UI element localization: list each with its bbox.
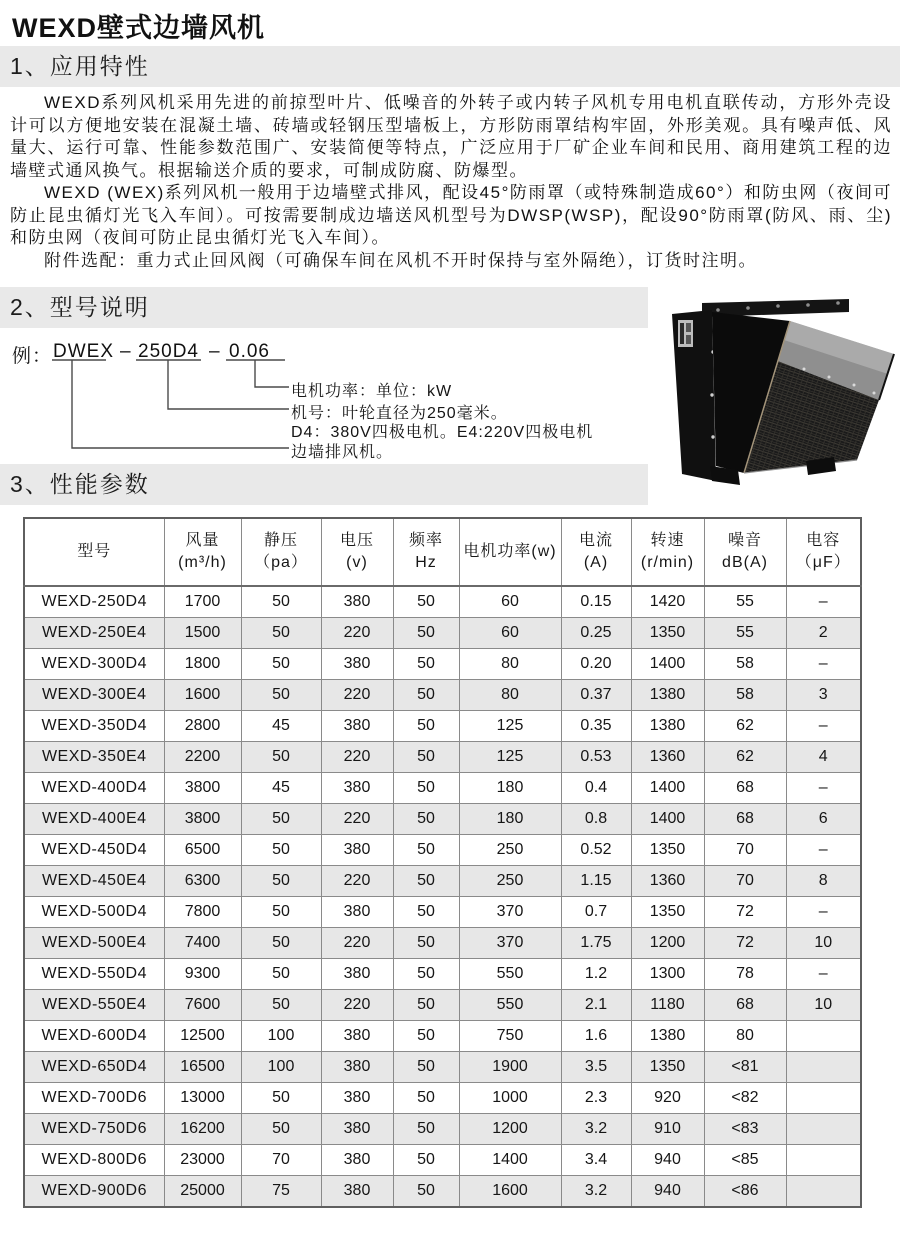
table-cell: –: [786, 835, 861, 866]
table-cell: 380: [321, 897, 393, 928]
table-header-cell: 静压 （pa）: [241, 518, 321, 586]
table-cell: 50: [241, 804, 321, 835]
table-row: [24, 1052, 861, 1083]
table-cell: 0.8: [561, 804, 631, 835]
table-cell: 1.6: [561, 1021, 631, 1052]
table-cell: 50: [241, 680, 321, 711]
model-example-label: 例：: [12, 346, 53, 367]
table-cell: 50: [241, 586, 321, 618]
table-cell: 380: [321, 1083, 393, 1114]
model-cell: WEXD-750D6: [24, 1114, 164, 1145]
table-cell: 70: [704, 866, 786, 897]
table-cell: 60: [459, 586, 561, 618]
table-row: [24, 1021, 861, 1052]
table-cell: 50: [241, 928, 321, 959]
table-row: [24, 618, 861, 649]
table-cell: 23000: [164, 1145, 241, 1176]
table-cell: 370: [459, 897, 561, 928]
table-header-cell: 频率 Hz: [393, 518, 459, 586]
performance-table: [23, 517, 862, 1208]
table-cell: 1360: [631, 866, 704, 897]
table-row: [24, 866, 861, 897]
table-header-cell: 电压 (v): [321, 518, 393, 586]
table-cell: 1600: [164, 680, 241, 711]
table-row: [24, 928, 861, 959]
leader-series: [72, 360, 289, 448]
table-cell: 1180: [631, 990, 704, 1021]
table-cell: 50: [393, 804, 459, 835]
model-cell: WEXD-450D4: [24, 835, 164, 866]
model-cell: WEXD-250D4: [24, 586, 164, 618]
table-cell: 1.15: [561, 866, 631, 897]
table-cell: 3800: [164, 773, 241, 804]
table-cell: 1200: [459, 1114, 561, 1145]
model-cell: WEXD-300D4: [24, 649, 164, 680]
table-row: [24, 711, 861, 742]
table-cell: 6500: [164, 835, 241, 866]
section-1-heading: 1、应用特性: [10, 53, 150, 79]
table-cell: 50: [393, 1114, 459, 1145]
table-cell: 50: [241, 959, 321, 990]
model-cell: WEXD-800D6: [24, 1145, 164, 1176]
table-cell: 1.75: [561, 928, 631, 959]
table-cell: 2800: [164, 711, 241, 742]
table-cell: 50: [241, 897, 321, 928]
table-cell: 50: [393, 1052, 459, 1083]
table-row: [24, 990, 861, 1021]
table-row: [24, 835, 861, 866]
table-cell: 2.3: [561, 1083, 631, 1114]
table-cell: 58: [704, 680, 786, 711]
model-cell: WEXD-500E4: [24, 928, 164, 959]
section-3-bar: [0, 464, 648, 505]
table-cell: 370: [459, 928, 561, 959]
table-cell: 2: [786, 618, 861, 649]
table-cell: 3800: [164, 804, 241, 835]
table-cell: 50: [393, 1021, 459, 1052]
table-cell: 220: [321, 618, 393, 649]
table-cell: 50: [393, 618, 459, 649]
table-cell: 380: [321, 711, 393, 742]
table-row: [24, 586, 861, 618]
table-cell: 12500: [164, 1021, 241, 1052]
table-cell: 380: [321, 1052, 393, 1083]
table-cell: 125: [459, 711, 561, 742]
table-cell: 50: [393, 897, 459, 928]
table-cell: 50: [393, 742, 459, 773]
table-cell: <85: [704, 1145, 786, 1176]
table-cell: 220: [321, 866, 393, 897]
table-cell: 1400: [631, 804, 704, 835]
table-cell: 1420: [631, 586, 704, 618]
model-dash: –: [209, 341, 221, 362]
paragraph: WEXD系列风机采用先进的前掠型叶片、低噪音的外转子或内转子风机专用电机直联传动，方形外壳设计可以方便地安装在混凝土墙、砖墙或轻钢压型墙板上，方形防雨罩结构牢固，外形美观。具有噪声低、风量大、运行可靠、性能参数范围广、安装简便等特点，广泛应用于厂矿企业车间和民用、商用建筑工程的边墙壁式通风换气。根据输送介质的要求，可制成防腐、防爆型。: [10, 93, 892, 180]
table-cell: 1900: [459, 1052, 561, 1083]
table-cell: 0.35: [561, 711, 631, 742]
leader-power: [255, 360, 289, 387]
table-cell: 75: [241, 1176, 321, 1208]
table-cell: 220: [321, 990, 393, 1021]
leader-size: [168, 360, 289, 409]
table-cell: 50: [393, 680, 459, 711]
table-cell: 0.37: [561, 680, 631, 711]
table-cell: 750: [459, 1021, 561, 1052]
table-cell: <81: [704, 1052, 786, 1083]
model-part-power: 0.06: [229, 341, 270, 362]
table-cell: 1800: [164, 649, 241, 680]
table-cell: 180: [459, 804, 561, 835]
table-cell: 1350: [631, 618, 704, 649]
table-cell: 1380: [631, 680, 704, 711]
table-cell: 50: [241, 742, 321, 773]
table-cell: [786, 1021, 861, 1052]
table-cell: 940: [631, 1145, 704, 1176]
model-part-size: 250D4: [138, 341, 199, 362]
table-cell: 10: [786, 928, 861, 959]
table-cell: –: [786, 959, 861, 990]
table-cell: 380: [321, 586, 393, 618]
table-row: [24, 1083, 861, 1114]
table-cell: 1400: [631, 773, 704, 804]
table-cell: 45: [241, 711, 321, 742]
table-cell: 78: [704, 959, 786, 990]
model-cell: WEXD-400D4: [24, 773, 164, 804]
diagram-label-series: 边墙排风机。: [291, 444, 394, 461]
model-cell: WEXD-650D4: [24, 1052, 164, 1083]
table-row: [24, 804, 861, 835]
table-cell: 50: [393, 1176, 459, 1208]
table-cell: <83: [704, 1114, 786, 1145]
model-cell: WEXD-350D4: [24, 711, 164, 742]
table-cell: –: [786, 586, 861, 618]
table-cell: 50: [393, 773, 459, 804]
table-cell: [786, 1145, 861, 1176]
table-cell: 70: [704, 835, 786, 866]
table-cell: 50: [241, 1114, 321, 1145]
table-cell: 13000: [164, 1083, 241, 1114]
table-cell: 1380: [631, 1021, 704, 1052]
table-cell: 72: [704, 897, 786, 928]
table-cell: 380: [321, 1145, 393, 1176]
model-cell: WEXD-400E4: [24, 804, 164, 835]
table-cell: 380: [321, 835, 393, 866]
table-cell: –: [786, 773, 861, 804]
table-cell: [786, 1052, 861, 1083]
table-cell: 0.15: [561, 586, 631, 618]
table-cell: 250: [459, 835, 561, 866]
table-cell: 4: [786, 742, 861, 773]
diagram-label-motor: D4：380V四极电机。E4:220V四极电机: [291, 424, 594, 441]
table-header-cell: 电容 （μF）: [786, 518, 861, 586]
table-cell: 180: [459, 773, 561, 804]
table-cell: 3.2: [561, 1114, 631, 1145]
table-cell: 6: [786, 804, 861, 835]
model-cell: WEXD-450E4: [24, 866, 164, 897]
table-cell: 0.7: [561, 897, 631, 928]
page-title: WEXD壁式边墙风机: [12, 13, 265, 43]
table-cell: 1400: [631, 649, 704, 680]
table-cell: 0.4: [561, 773, 631, 804]
table-cell: 0.52: [561, 835, 631, 866]
table-cell: 380: [321, 649, 393, 680]
table-cell: 62: [704, 742, 786, 773]
table-cell: 50: [241, 866, 321, 897]
application-paragraphs: [10, 92, 892, 272]
table-cell: 50: [393, 1145, 459, 1176]
table-cell: 58: [704, 649, 786, 680]
table-row: [24, 773, 861, 804]
diagram-label-power: 电机功率：单位：kW: [291, 383, 453, 400]
table-cell: 1400: [459, 1145, 561, 1176]
table-cell: 16500: [164, 1052, 241, 1083]
table-cell: 100: [241, 1021, 321, 1052]
table-cell: 1700: [164, 586, 241, 618]
table-cell: 70: [241, 1145, 321, 1176]
table-cell: 2.1: [561, 990, 631, 1021]
table-cell: 3.4: [561, 1145, 631, 1176]
table-cell: 80: [459, 680, 561, 711]
table-row: [24, 1114, 861, 1145]
table-cell: 940: [631, 1176, 704, 1208]
table-cell: 50: [393, 928, 459, 959]
table-cell: 3: [786, 680, 861, 711]
table-cell: 1000: [459, 1083, 561, 1114]
table-cell: 0.20: [561, 649, 631, 680]
table-header-row: [24, 518, 861, 586]
table-cell: 0.53: [561, 742, 631, 773]
table-cell: 7400: [164, 928, 241, 959]
table-row: [24, 897, 861, 928]
product-photo: [656, 288, 900, 486]
table-cell: 550: [459, 990, 561, 1021]
table-row: [24, 1145, 861, 1176]
table-cell: 100: [241, 1052, 321, 1083]
table-cell: 50: [241, 649, 321, 680]
table-cell: –: [786, 897, 861, 928]
table-cell: 1500: [164, 618, 241, 649]
table-cell: 220: [321, 742, 393, 773]
table-cell: 220: [321, 928, 393, 959]
table-cell: 50: [393, 990, 459, 1021]
table-header-cell: 转速 (r/min): [631, 518, 704, 586]
model-part-series: DWEX: [53, 341, 114, 362]
table-cell: 16200: [164, 1114, 241, 1145]
table-cell: 380: [321, 959, 393, 990]
table-cell: <82: [704, 1083, 786, 1114]
table-row: [24, 959, 861, 990]
table-cell: 55: [704, 586, 786, 618]
section-2-bar: [0, 287, 648, 328]
table-cell: 380: [321, 1114, 393, 1145]
table-cell: 1350: [631, 897, 704, 928]
model-dash: –: [120, 341, 132, 362]
table-cell: 50: [241, 1083, 321, 1114]
table-cell: [786, 1176, 861, 1208]
table-cell: 50: [393, 835, 459, 866]
section-1-bar: [0, 46, 900, 87]
model-cell: WEXD-250E4: [24, 618, 164, 649]
table-cell: 380: [321, 1176, 393, 1208]
table-cell: –: [786, 711, 861, 742]
model-cell: WEXD-550E4: [24, 990, 164, 1021]
table-row: [24, 649, 861, 680]
table-cell: 910: [631, 1114, 704, 1145]
table-cell: [786, 1083, 861, 1114]
paragraph: 附件选配：重力式止回风阀（可确保车间在风机不开时保持与室外隔绝），订货时注明。: [44, 250, 757, 270]
table-body: [24, 586, 861, 1207]
table-cell: 380: [321, 1021, 393, 1052]
model-cell: WEXD-300E4: [24, 680, 164, 711]
section-2-heading: 2、型号说明: [10, 294, 150, 320]
table-cell: 6300: [164, 866, 241, 897]
table-cell: 7600: [164, 990, 241, 1021]
paragraph: WEXD (WEX)系列风机一般用于边墙壁式排风，配设45°防雨罩（或特殊制造成60°）和防虫网（夜间可防止昆虫循灯光飞入车间）。可按需要制成边墙送风机型号为DWSP(WSP)，配设90°防雨罩(防风、雨、尘)和防虫网（夜间可防止昆虫循灯光飞入车间）。: [10, 183, 892, 247]
model-cell: WEXD-550D4: [24, 959, 164, 990]
table-cell: 1380: [631, 711, 704, 742]
model-cell: WEXD-700D6: [24, 1083, 164, 1114]
table-cell: 125: [459, 742, 561, 773]
table-cell: 80: [459, 649, 561, 680]
diagram-label-size: 机号：叶轮直径为250毫米。: [291, 405, 508, 422]
table-cell: 0.25: [561, 618, 631, 649]
table-row: [24, 680, 861, 711]
table-cell: 1200: [631, 928, 704, 959]
table-cell: 50: [393, 711, 459, 742]
table-cell: 50: [241, 835, 321, 866]
table-cell: 1360: [631, 742, 704, 773]
table-cell: 1600: [459, 1176, 561, 1208]
table-header-cell: 型号: [24, 518, 164, 586]
table-cell: 220: [321, 804, 393, 835]
table-cell: 50: [241, 990, 321, 1021]
table-cell: 220: [321, 680, 393, 711]
table-cell: 55: [704, 618, 786, 649]
table-cell: 68: [704, 773, 786, 804]
table-cell: 1.2: [561, 959, 631, 990]
table-cell: 50: [393, 866, 459, 897]
table-cell: 45: [241, 773, 321, 804]
table-cell: 380: [321, 773, 393, 804]
table-cell: 60: [459, 618, 561, 649]
table-row: [24, 1176, 861, 1208]
model-cell: WEXD-900D6: [24, 1176, 164, 1208]
table-cell: 250: [459, 866, 561, 897]
table-cell: 1300: [631, 959, 704, 990]
table-cell: 25000: [164, 1176, 241, 1208]
table-cell: 80: [704, 1021, 786, 1052]
table-cell: 7800: [164, 897, 241, 928]
model-cell: WEXD-350E4: [24, 742, 164, 773]
table-cell: 50: [393, 959, 459, 990]
table-cell: <86: [704, 1176, 786, 1208]
table-row: [24, 742, 861, 773]
table-header-cell: 风量 (m³/h): [164, 518, 241, 586]
table-cell: 9300: [164, 959, 241, 990]
table-cell: 50: [241, 618, 321, 649]
table-header-cell: 噪音 dB(A): [704, 518, 786, 586]
table-cell: 50: [393, 586, 459, 618]
section-3-heading: 3、性能参数: [10, 471, 150, 497]
table-cell: 2200: [164, 742, 241, 773]
table-cell: 550: [459, 959, 561, 990]
table-header-cell: 电机功率(w): [459, 518, 561, 586]
table-cell: [786, 1114, 861, 1145]
table-cell: 62: [704, 711, 786, 742]
model-leader-lines: [40, 357, 290, 452]
table-cell: 68: [704, 990, 786, 1021]
table-cell: 3.5: [561, 1052, 631, 1083]
table-cell: 1350: [631, 1052, 704, 1083]
model-cell: WEXD-600D4: [24, 1021, 164, 1052]
table-cell: –: [786, 649, 861, 680]
table-cell: 10: [786, 990, 861, 1021]
table-cell: 72: [704, 928, 786, 959]
table-cell: 3.2: [561, 1176, 631, 1208]
table-cell: 68: [704, 804, 786, 835]
table-cell: 50: [393, 649, 459, 680]
table-cell: 1350: [631, 835, 704, 866]
model-cell: WEXD-500D4: [24, 897, 164, 928]
table-cell: 920: [631, 1083, 704, 1114]
table-cell: 8: [786, 866, 861, 897]
table-cell: 50: [393, 1083, 459, 1114]
table-header-cell: 电流 (A): [561, 518, 631, 586]
